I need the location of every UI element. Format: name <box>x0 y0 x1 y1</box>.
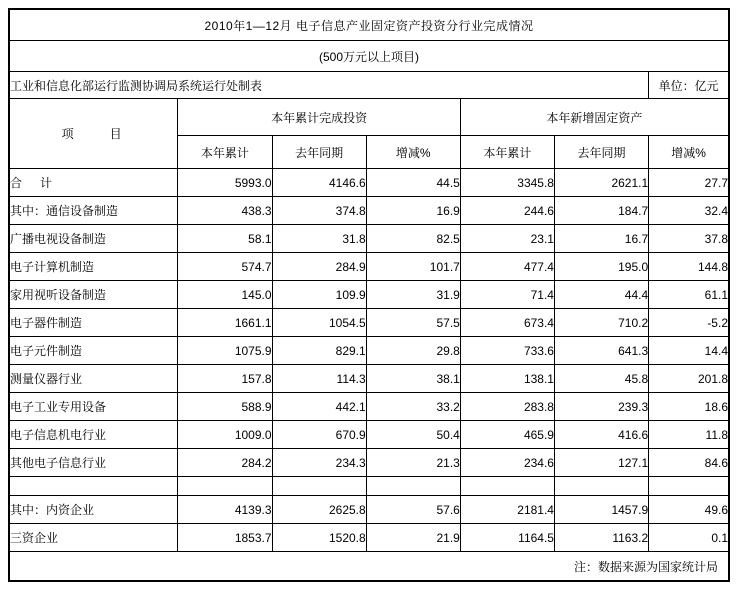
row-value: 374.8 <box>272 197 366 225</box>
table-row-spacer <box>10 477 729 496</box>
row-value: 1520.8 <box>272 524 366 552</box>
row-value <box>178 477 272 496</box>
row-value: 16.9 <box>366 197 460 225</box>
row-value: 33.2 <box>366 393 460 421</box>
header-sub-lastyear-2: 去年同期 <box>554 136 648 169</box>
row-value: 44.4 <box>554 281 648 309</box>
subtitle-row <box>10 41 729 72</box>
row-value: 157.8 <box>178 365 272 393</box>
row-value: 201.8 <box>649 365 729 393</box>
row-value: 710.2 <box>554 309 648 337</box>
row-value: 184.7 <box>554 197 648 225</box>
row-value: 574.7 <box>178 253 272 281</box>
row-value: 284.9 <box>272 253 366 281</box>
row-label <box>10 477 178 496</box>
row-value <box>554 477 648 496</box>
row-value: 588.9 <box>178 393 272 421</box>
table-row <box>10 281 729 309</box>
row-label: 测量仪器行业 <box>10 365 178 393</box>
table-row <box>10 253 729 281</box>
row-value: 84.6 <box>649 449 729 477</box>
report-sheet <box>8 8 730 582</box>
row-value: 37.8 <box>649 225 729 253</box>
row-value: 114.3 <box>272 365 366 393</box>
row-label: 其中：内资企业 <box>10 496 178 524</box>
row-value: 109.9 <box>272 281 366 309</box>
row-value: 0.1 <box>649 524 729 552</box>
row-value <box>649 477 729 496</box>
row-value: 829.1 <box>272 337 366 365</box>
header-item-label: 项 目 <box>10 99 178 169</box>
row-value: -5.2 <box>649 309 729 337</box>
row-value: 101.7 <box>366 253 460 281</box>
row-value: 27.7 <box>649 169 729 197</box>
row-value: 38.1 <box>366 365 460 393</box>
row-value: 71.4 <box>460 281 554 309</box>
row-value: 234.3 <box>272 449 366 477</box>
row-value: 61.1 <box>649 281 729 309</box>
table-row <box>10 309 729 337</box>
row-label: 广播电视设备制造 <box>10 225 178 253</box>
row-label: 三资企业 <box>10 524 178 552</box>
table-row <box>10 524 729 552</box>
row-value <box>460 477 554 496</box>
row-value: 416.6 <box>554 421 648 449</box>
row-label: 电子元件制造 <box>10 337 178 365</box>
row-label: 电子信息机电行业 <box>10 421 178 449</box>
row-value: 16.7 <box>554 225 648 253</box>
table-row <box>10 365 729 393</box>
header-sub-change-2: 增减% <box>649 136 729 169</box>
row-value: 465.9 <box>460 421 554 449</box>
row-value: 234.6 <box>460 449 554 477</box>
header-group-completed-investment: 本年累计完成投资 <box>178 99 460 136</box>
row-value: 144.8 <box>649 253 729 281</box>
row-value: 2625.8 <box>272 496 366 524</box>
row-value: 14.4 <box>649 337 729 365</box>
row-value: 57.5 <box>366 309 460 337</box>
row-value: 4139.3 <box>178 496 272 524</box>
title-row <box>10 10 729 41</box>
row-label: 家用视听设备制造 <box>10 281 178 309</box>
row-value: 44.5 <box>366 169 460 197</box>
row-value: 23.1 <box>460 225 554 253</box>
source-note: 注：数据来源为国家统计局 <box>10 552 729 581</box>
row-value: 2621.1 <box>554 169 648 197</box>
row-value: 5993.0 <box>178 169 272 197</box>
row-value: 45.8 <box>554 365 648 393</box>
row-value: 127.1 <box>554 449 648 477</box>
row-label: 其中：通信设备制造 <box>10 197 178 225</box>
document-subtitle: (500万元以上项目) <box>10 41 729 72</box>
row-value: 2181.4 <box>460 496 554 524</box>
row-value: 1661.1 <box>178 309 272 337</box>
row-value <box>366 477 460 496</box>
row-value: 1163.2 <box>554 524 648 552</box>
row-value: 1457.9 <box>554 496 648 524</box>
row-value: 31.8 <box>272 225 366 253</box>
row-value: 32.4 <box>649 197 729 225</box>
unit-label: 单位：亿元 <box>649 72 729 99</box>
table-row <box>10 449 729 477</box>
row-value: 733.6 <box>460 337 554 365</box>
row-value: 3345.8 <box>460 169 554 197</box>
table-row <box>10 393 729 421</box>
row-value: 31.9 <box>366 281 460 309</box>
table-row <box>10 337 729 365</box>
row-value: 239.3 <box>554 393 648 421</box>
row-value <box>272 477 366 496</box>
table-row <box>10 169 729 197</box>
row-value: 438.3 <box>178 197 272 225</box>
maker-label: 工业和信息化部运行监测协调局系统运行处制表 <box>10 72 649 99</box>
row-value: 4146.6 <box>272 169 366 197</box>
table-row <box>10 197 729 225</box>
row-value: 138.1 <box>460 365 554 393</box>
row-value: 1164.5 <box>460 524 554 552</box>
row-value: 18.6 <box>649 393 729 421</box>
row-value: 244.6 <box>460 197 554 225</box>
row-value: 49.6 <box>649 496 729 524</box>
row-value: 82.5 <box>366 225 460 253</box>
row-value: 145.0 <box>178 281 272 309</box>
note-row <box>10 552 729 581</box>
row-value: 1853.7 <box>178 524 272 552</box>
row-value: 29.8 <box>366 337 460 365</box>
maker-unit-row <box>10 72 729 99</box>
row-value: 670.9 <box>272 421 366 449</box>
header-sub-change-1: 增减% <box>366 136 460 169</box>
row-value: 477.4 <box>460 253 554 281</box>
table-row <box>10 421 729 449</box>
table-row <box>10 225 729 253</box>
row-value: 1009.0 <box>178 421 272 449</box>
row-value: 1054.5 <box>272 309 366 337</box>
header-group-new-fixed-assets: 本年新增固定资产 <box>460 99 728 136</box>
row-value: 1075.9 <box>178 337 272 365</box>
document-title: 2010年1—12月 电子信息产业固定资产投资分行业完成情况 <box>10 10 729 41</box>
row-value: 673.4 <box>460 309 554 337</box>
investment-report-table <box>9 9 729 581</box>
row-value: 58.1 <box>178 225 272 253</box>
row-value: 283.8 <box>460 393 554 421</box>
row-value: 641.3 <box>554 337 648 365</box>
row-label: 电子工业专用设备 <box>10 393 178 421</box>
header-sub-ytd-1: 本年累计 <box>178 136 272 169</box>
row-value: 21.9 <box>366 524 460 552</box>
row-value: 50.4 <box>366 421 460 449</box>
row-value: 21.3 <box>366 449 460 477</box>
row-label: 其他电子信息行业 <box>10 449 178 477</box>
header-group-row <box>10 99 729 136</box>
header-sub-ytd-2: 本年累计 <box>460 136 554 169</box>
row-value: 284.2 <box>178 449 272 477</box>
table-row <box>10 496 729 524</box>
row-label: 合 计 <box>10 169 178 197</box>
row-value: 442.1 <box>272 393 366 421</box>
row-label: 电子计算机制造 <box>10 253 178 281</box>
row-value: 11.8 <box>649 421 729 449</box>
row-label: 电子器件制造 <box>10 309 178 337</box>
row-value: 57.6 <box>366 496 460 524</box>
header-sub-lastyear-1: 去年同期 <box>272 136 366 169</box>
row-value: 195.0 <box>554 253 648 281</box>
